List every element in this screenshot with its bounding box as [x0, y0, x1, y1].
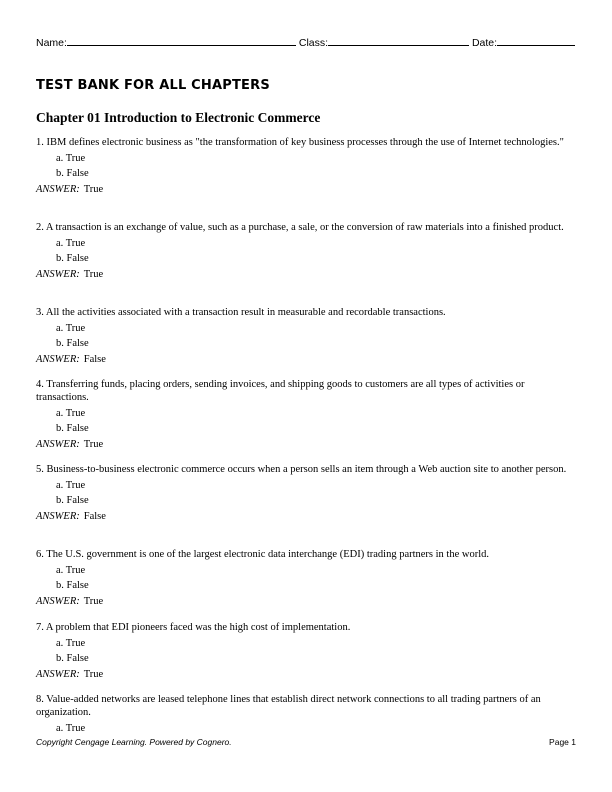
name-label: Name: — [36, 37, 67, 49]
answer-line — [36, 510, 576, 523]
option-a: a. True — [56, 637, 86, 649]
question-item — [36, 136, 576, 196]
name-blank — [67, 35, 296, 46]
answer-label: ANSWER: — [36, 669, 80, 680]
question-item — [36, 463, 576, 523]
student-info-header — [36, 35, 576, 49]
answer-value: True — [83, 184, 104, 195]
option-a: a. True — [56, 152, 86, 164]
question-text: 2. A transaction is an exchange of value, such as a purchase, a sale, or the conversion of raw materials into a finished product. — [36, 222, 564, 233]
answer-line — [36, 183, 576, 196]
answer-value: True — [83, 669, 104, 680]
page-number: Page 1 — [549, 737, 576, 747]
answer-label: ANSWER: — [36, 596, 80, 607]
class-blank — [328, 35, 469, 46]
option-b: b. False — [56, 253, 89, 264]
question-text: 4. Transferring funds, placing orders, sending invoices, and shipping goods to customers are all types of activities or transactions. — [36, 379, 525, 403]
answer-label: ANSWER: — [36, 511, 80, 522]
question-item — [36, 693, 576, 735]
option-b: b. False — [56, 338, 89, 349]
date-blank — [497, 35, 575, 46]
question-item — [36, 621, 576, 681]
option-b: b. False — [56, 580, 89, 591]
question-item — [36, 378, 576, 451]
answer-line — [36, 438, 576, 451]
option-a: a. True — [56, 322, 86, 334]
answer-value: False — [83, 511, 106, 522]
question-item — [36, 221, 576, 281]
option-a: a. True — [56, 237, 86, 249]
answer-label: ANSWER: — [36, 184, 80, 195]
date-label: Date: — [471, 37, 498, 49]
copyright-footer: Copyright Cengage Learning. Powered by Cognero. — [36, 737, 232, 747]
test-bank-title: TEST BANK FOR ALL CHAPTERS — [36, 78, 270, 93]
question-text: 1. IBM defines electronic business as "the transformation of key business processes through the use of Internet technologies." — [36, 137, 564, 148]
question-text: 7. A problem that EDI pioneers faced was the high cost of implementation. — [36, 622, 351, 633]
question-item — [36, 548, 576, 608]
option-a: a. True — [56, 479, 86, 491]
option-a: a. True — [56, 407, 86, 419]
option-b: b. False — [56, 653, 89, 664]
option-b: b. False — [56, 168, 89, 179]
answer-line — [36, 595, 576, 608]
option-a: a. True — [56, 722, 86, 734]
question-text: 5. Business-to-business electronic commerce occurs when a person sells an item through a Web auction site to another person. — [36, 464, 567, 475]
question-text: 8. Value-added networks are leased telephone lines that establish direct network connections to all trading partners of an organization. — [36, 694, 541, 718]
question-text: 6. The U.S. government is one of the largest electronic data interchange (EDI) trading partners in the world. — [36, 549, 490, 560]
question-item — [36, 306, 576, 366]
answer-line — [36, 668, 576, 681]
answer-line — [36, 353, 576, 366]
option-b: b. False — [56, 423, 89, 434]
answer-value: False — [83, 354, 106, 365]
answer-label: ANSWER: — [36, 354, 80, 365]
option-a: a. True — [56, 564, 86, 576]
answer-label: ANSWER: — [36, 269, 80, 280]
class-label: Class: — [298, 37, 329, 49]
answer-value: True — [83, 269, 104, 280]
option-b: b. False — [56, 495, 89, 506]
answer-value: True — [83, 439, 104, 450]
answer-label: ANSWER: — [36, 439, 80, 450]
answer-line — [36, 268, 576, 281]
question-text: 3. All the activities associated with a transaction result in measurable and recordable transactions. — [36, 307, 446, 318]
answer-value: True — [83, 596, 104, 607]
chapter-title: Chapter 01 Introduction to Electronic Commerce — [36, 110, 321, 125]
